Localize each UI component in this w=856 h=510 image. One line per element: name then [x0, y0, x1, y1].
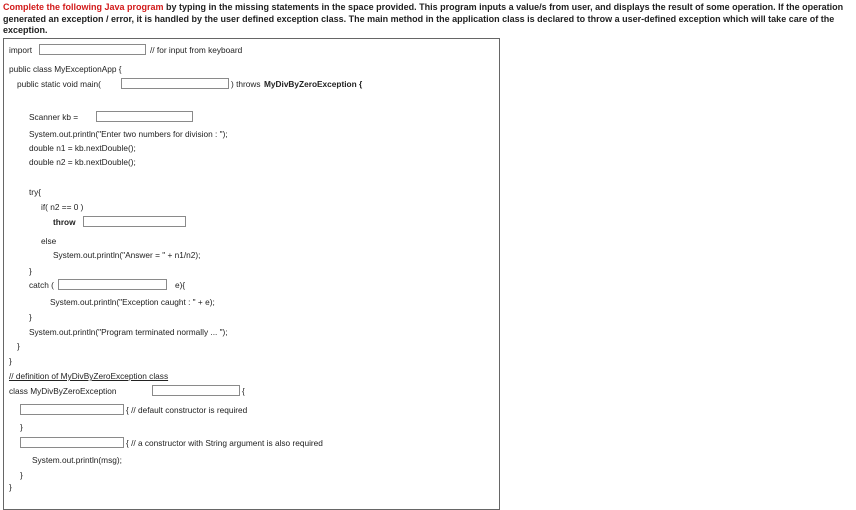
instructions: [3, 2, 853, 37]
class2-open-brace: {: [242, 386, 245, 396]
code-panel: [3, 38, 500, 510]
string-constructor-input[interactable]: [20, 437, 124, 448]
catch-tail: e){: [175, 280, 186, 290]
main-declaration: public static void main(: [17, 79, 101, 89]
instructions-highlight: Complete the following Java program: [3, 2, 164, 12]
read-n2: double n2 = kb.nextDouble();: [29, 157, 136, 167]
answer-println: System.out.println("Answer = " + n1/n2);: [53, 250, 201, 260]
exception-println: System.out.println("Exception caught : " + e);: [50, 297, 215, 307]
main-param-input[interactable]: [121, 78, 229, 89]
if-condition: if( n2 == 0 ): [41, 202, 84, 212]
catch-keyword: catch (: [29, 280, 54, 290]
prompt-println: System.out.println("Enter two numbers for division : ");: [29, 129, 228, 139]
class-close: }: [9, 356, 12, 366]
scanner-line: Scanner kb =: [29, 112, 79, 122]
msg-println: System.out.println(msg);: [32, 455, 122, 465]
string-constructor-comment: { // a constructor with String argument is also required: [126, 438, 323, 448]
catch-input[interactable]: [58, 279, 167, 290]
try-close: }: [29, 266, 32, 276]
main-close: }: [17, 341, 20, 351]
try-open: try{: [29, 187, 41, 197]
class-declaration: public class MyExceptionApp {: [9, 64, 122, 74]
scanner-input[interactable]: [96, 111, 193, 122]
default-constructor-close: }: [20, 422, 23, 432]
throw-input[interactable]: [83, 216, 186, 227]
class2-declaration: class MyDivByZeroException: [9, 386, 117, 396]
import-keyword: import: [9, 45, 33, 55]
import-comment: // for input from keyboard: [150, 45, 243, 55]
extends-input[interactable]: [152, 385, 240, 396]
terminated-println: System.out.println("Program terminated normally ... ");: [29, 327, 228, 337]
throws-text: ) throws: [231, 79, 261, 89]
default-constructor-input[interactable]: [20, 404, 124, 415]
default-constructor-comment: { // default constructor is required: [126, 405, 248, 415]
definition-comment: // definition of MyDivByZeroException class: [9, 371, 169, 381]
class2-close: }: [9, 482, 12, 492]
instructions-text: by typing in the missing statements in the space provided. This program inputs a value/s from user, and displays the result of some operation. If the operation generated an exception / error, it is handled by the user defined exception class. The main method in the application class is declared to throw a user-defined exception which will take care of the exception.: [3, 2, 844, 35]
string-constructor-close: }: [20, 470, 23, 480]
catch-close: }: [29, 312, 32, 322]
throw-keyword: throw: [53, 217, 76, 227]
read-n1: double n1 = kb.nextDouble();: [29, 143, 136, 153]
throws-exception: MyDivByZeroException {: [264, 79, 363, 89]
import-input[interactable]: [39, 44, 146, 55]
else-keyword: else: [41, 236, 57, 246]
